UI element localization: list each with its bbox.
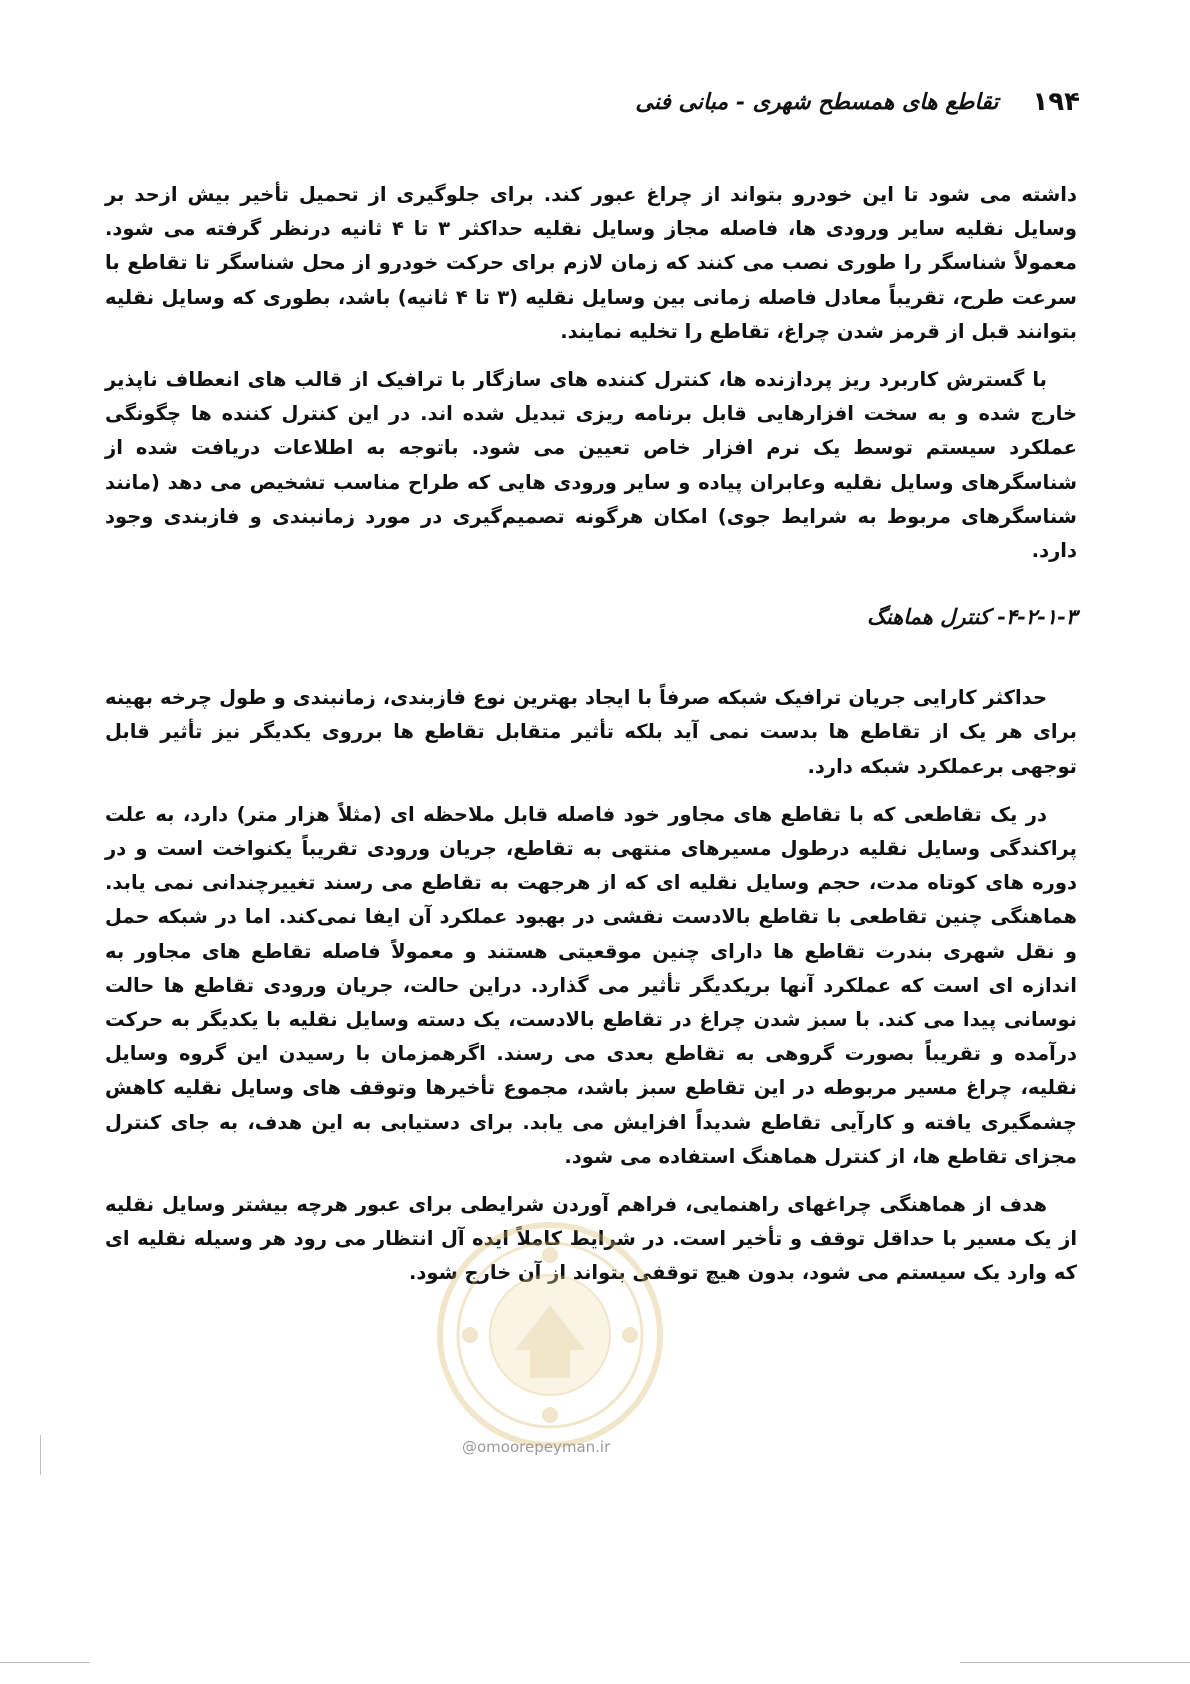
paragraph-adjacent-intersections: در یک تقاطعی که با تقاطع های مجاور خود فاصله قابل ملاحظه ای (مثلاً هزار متر) دارد، به علت پراکندگی وسایل نقلیه درطول مسیرهای منتهی به تقاطع، جریان ورودی تقریباً یکنواخت است و در دوره های کوتاه مدت، حجم وسایل نقلیه ای که از هرجهت به تقاطع می رسند تغییرچندانی نمی یابد. هماهنگی چنین تقاطعی با تقاطع بالادست نقشی در بهبود عملکرد آن ایفا نمی‌کند. اما در شبکه حمل و نقل شهری بندرت تقاطع ها دارای چنین موقعیتی هستند و معمولاً فاصله تقاطع های مجاور به اندازه ای است که عملکرد آنها بریکدیگر تأثیر می گذارد. دراین حالت، جریان ورودی تقاطع ها حالت نوسانی پیدا می کند. با سبز شدن چراغ در تقاطع بالادست، یک دسته وسایل نقلیه با یکدیگر به حرکت درآمده و تقریباً بصورت گروهی به تقاطع بعدی می رسند. اگرهمزمان با رسیدن این گروه وسایل نقلیه، چراغ مسیر مربوطه در این تقاطع سبز باشد، مجموع تأخیرها وتوقف های وسایل نقلیه کاهش چشمگیری یافته و کارآیی تقاطع شدیداً افزایش می یابد. برای دستیابی به این هدف، به جای کنترل مجزای تقاطع ها، از کنترل هماهنگ استفاده می شود. bbox=[105, 802, 1077, 1168]
watermark-url: @omoorepeyman.ir bbox=[462, 1438, 611, 1456]
page-edge-line-bottom bbox=[0, 1662, 90, 1663]
body-text bbox=[105, 178, 1077, 1305]
paragraph-microprocessor-controllers: با گسترش کاربرد ریز پردازنده ها، کنترل کننده های سازگار با ترافیک از قالب های انعطاف ناپذیر خارج شده و به سخت افزارهایی قابل برنامه ریزی تبدیل شده اند. در این کنترل کننده ها چگونگی عملکرد سیستم توسط یک نرم افزار خاص تعیین می شود. باتوجه به اطلاعات دریافت شده از شناسگرهای وسایل نقلیه وعابران پیاده و سایر ورودی هایی که طراح مناسب تشخیص می دهد (مانند شناسگرهای مربوط به شرایط جوی) امکان هرگونه تصمیم‌گیری در مورد زمانبندی و فازبندی وجود دارد. bbox=[105, 368, 1077, 563]
paragraph-detector-timing: داشته می شود تا این خودرو بتواند از چراغ عبور کند. برای جلوگیری از تحمیل تأخیر بیش ازحد بر وسایل نقلیه سایر ورودی ها، فاصله مجاز وسایل نقلیه حداکثر ۳ تا ۴ ثانیه درنظر گرفته می شود. معمولاً شناسگر را طوری نصب می کنند که زمان لازم برای حرکت خودرو از محل شناسگر تا تقاطع با سرعت طرح، تقریباً معادل فاصله زمانی بین وسایل نقلیه (۳ تا ۴ ثانیه) باشد، بطوری که وسایل نقلیه بتوانند قبل از قرمز شدن چراغ، تقاطع را تخلیه نمایند. bbox=[105, 183, 1077, 343]
section-heading: ۴-۲-۱-۳- کنترل هماهنگ bbox=[867, 604, 1077, 630]
page-edge-line-left bbox=[40, 1435, 41, 1475]
running-title: تقاطع های همسطح شهری - مبانی فنی bbox=[635, 89, 999, 115]
page-edge-line-bottom-right bbox=[960, 1662, 1190, 1663]
page-number: ۱۹۴ bbox=[1032, 87, 1080, 117]
page-header bbox=[600, 82, 1080, 122]
paragraph-network-efficiency: حداکثر کارایی جریان ترافیک شبکه صرفاً با ایجاد بهترین نوع فازبندی، زمانبندی و طول چرخه بهینه برای هر یک از تقاطع ها بدست نمی آید بلکه تأثیر متقابل تقاطع ها برروی یکدیگر نیز تأثیر قابل توجهی برعملکرد شبکه دارد. bbox=[105, 686, 1077, 778]
watermark-seal-icon bbox=[430, 1215, 670, 1455]
paragraph-coordination-goal: هدف از هماهنگی چراغهای راهنمایی، فراهم آوردن شرایطی برای عبور هرچه بیشتر وسایل نقلیه از یک مسیر با حداقل توقف و تأخیر است. در شرایط کاملاً ایده آل انتظار می رود هر وسیله نقلیه ای که وارد یک سیستم می شود، بدون هیچ توقفی بتواند از آن خارج شود. bbox=[105, 1193, 1077, 1285]
